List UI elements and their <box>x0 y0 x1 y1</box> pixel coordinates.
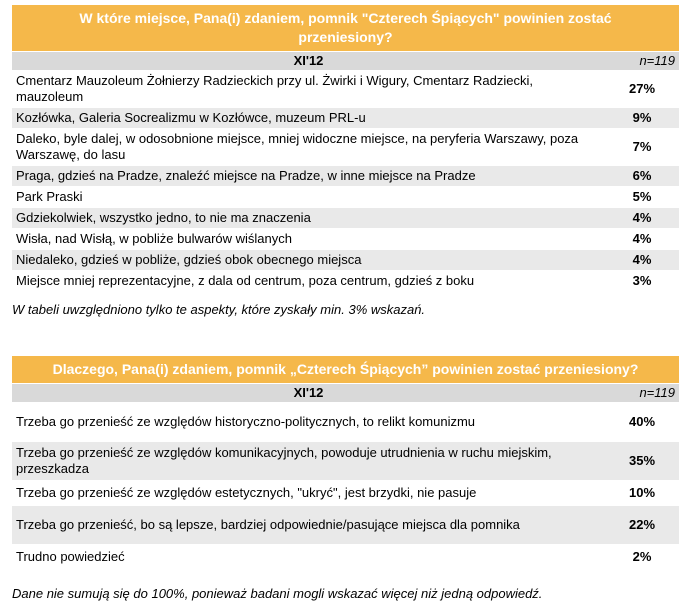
table-row <box>12 403 679 442</box>
table-row <box>12 187 679 208</box>
sample-size: n=119 <box>605 52 679 71</box>
row-label: Wisła, nad Wisłą, w pobliże bulwarów wiślanych <box>12 229 605 250</box>
row-value: 2% <box>605 545 679 570</box>
row-label: Trzeba go przenieść ze względów estetycznych, "ukryć", jest brzydki, nie pasuje <box>12 481 605 506</box>
table-row <box>12 108 679 129</box>
row-value: 4% <box>605 208 679 229</box>
row-label: Cmentarz Mauzoleum Żołnierzy Radzieckich przy ul. Żwirki i Wigury, Cmentarz Radziecki, mauzoleum <box>12 71 605 108</box>
row-label: Miejsce mniej reprezentacyjne, z dala od centrum, poza centrum, gdzieś z boku <box>12 271 605 292</box>
period-label: XI'12 <box>12 52 605 71</box>
table-row <box>12 506 679 545</box>
sample-size: n=119 <box>605 384 679 403</box>
row-value: 4% <box>605 229 679 250</box>
row-value: 40% <box>605 403 679 442</box>
row-label: Trzeba go przenieść ze względów historyczno-politycznych, to relikt komunizmu <box>12 403 605 442</box>
period-label: XI'12 <box>12 384 605 403</box>
destination-table <box>12 5 679 292</box>
row-value: 10% <box>605 481 679 506</box>
row-value: 4% <box>605 250 679 271</box>
column-header-row <box>12 52 679 71</box>
table-row <box>12 442 679 481</box>
row-value: 7% <box>605 129 679 166</box>
table-header <box>12 356 679 384</box>
row-value: 3% <box>605 271 679 292</box>
row-value: 6% <box>605 166 679 187</box>
table-row <box>12 545 679 570</box>
table-row <box>12 166 679 187</box>
table-row <box>12 129 679 166</box>
row-value: 5% <box>605 187 679 208</box>
table-row <box>12 250 679 271</box>
table-row <box>12 208 679 229</box>
table-header <box>12 5 679 52</box>
row-value: 27% <box>605 71 679 108</box>
row-label: Praga, gdzieś na Pradze, znaleźć miejsce na Pradze, w inne miejsce na Pradze <box>12 166 605 187</box>
row-label: Park Praski <box>12 187 605 208</box>
row-label: Trzeba go przenieść ze względów komunikacyjnych, powoduje utrudnienia w ruchu miejskim, przeszkadza <box>12 442 605 481</box>
table-row <box>12 271 679 292</box>
table-row <box>12 71 679 108</box>
reason-table <box>12 356 679 570</box>
row-value: 9% <box>605 108 679 129</box>
table-row <box>12 481 679 506</box>
table-title: W które miejsce, Pana(i) zdaniem, pomnik "Czterech Śpiących" powinien zostać przeniesiony? <box>12 5 679 52</box>
row-label: Daleko, byle dalej, w odosobnione miejsce, mniej widoczne miejsce, na peryferia Warszawy, poza Warszawę, do lasu <box>12 129 605 166</box>
column-header-row <box>12 384 679 403</box>
table-title: Dlaczego, Pana(i) zdaniem, pomnik „Czterech Śpiących” powinien zostać przeniesiony? <box>12 356 679 384</box>
row-value: 22% <box>605 506 679 545</box>
row-label: Gdziekolwiek, wszystko jedno, to nie ma znaczenia <box>12 208 605 229</box>
table-footnote: Dane nie sumują się do 100%, ponieważ badani mogli wskazać więcej niż jedną odpowiedź. <box>12 586 543 601</box>
table-row <box>12 229 679 250</box>
table-footnote: W tabeli uwzględniono tylko te aspekty, które zyskały min. 3% wskazań. <box>12 302 426 317</box>
row-value: 35% <box>605 442 679 481</box>
row-label: Niedaleko, gdzieś w pobliże, gdzieś obok obecnego miejsca <box>12 250 605 271</box>
row-label: Trzeba go przenieść, bo są lepsze, bardziej odpowiednie/pasujące miejsca dla pomnika <box>12 506 605 545</box>
row-label: Kozłówka, Galeria Socrealizmu w Kozłówce, muzeum PRL-u <box>12 108 605 129</box>
row-label: Trudno powiedzieć <box>12 545 605 570</box>
